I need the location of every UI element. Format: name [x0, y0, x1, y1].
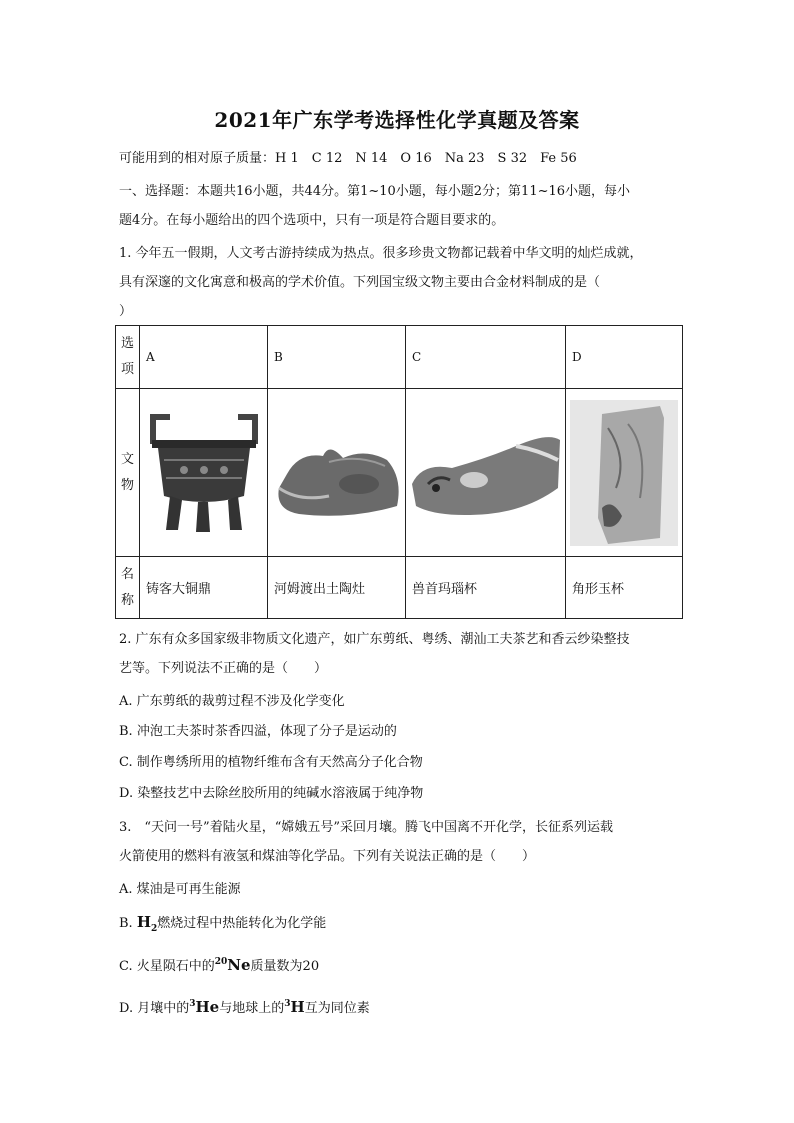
q2-option-d: D. 染整技艺中去除丝胶所用的纯碱水溶液属于纯净物 [119, 786, 424, 801]
option-b-label: B [268, 326, 406, 389]
relic-c-name: 兽首玛瑙杯 [406, 557, 566, 619]
hydrogen-3-symbol: $^3$H [284, 998, 305, 1016]
neon-20-symbol: $^{20}$Ne [214, 956, 251, 974]
relic-d-cell [566, 389, 683, 557]
q2-option-a: A. 广东剪纸的裁剪过程不涉及化学变化 [119, 694, 345, 709]
page-title: 2021年广东学考选择性化学真题及答案 [214, 108, 580, 132]
q3-stem-line-1: 3. “天问一号”着陆火星，“嫦娥五号”采回月壤。腾飞中国离不开化学，长征系列运载 [119, 820, 613, 835]
q2-stem-line-2: 艺等。下列说法不正确的是（ ） [119, 661, 328, 676]
q2-option-c: C. 制作粤绣所用的植物纤维布含有天然高分子化合物 [119, 755, 423, 770]
section-instructions-line-2: 题4分。在每小题给出的四个选项中，只有一项是符合题目要求的。 [119, 213, 505, 228]
table-row-names [116, 557, 683, 619]
relic-a-name: 铸客大铜鼎 [140, 557, 268, 619]
q3-stem-line-2: 火箭使用的燃料有液氢和煤油等化学品。下列有关说法正确的是（ ） [119, 849, 536, 864]
q3-option-c: C. 火星陨石中的$^{20}$Ne质量数为20 [119, 956, 320, 974]
option-c-label: C [406, 326, 566, 389]
helium-3-symbol: $^3$He [189, 998, 220, 1016]
q3-option-a: A. 煤油是可再生能源 [119, 882, 241, 897]
q3-option-d: D. 月壤中的$^3$He与地球上的$^3$H互为同位素 [119, 998, 370, 1016]
pottery-stove-image [269, 418, 405, 528]
jade-horn-cup-image [568, 398, 680, 548]
section-instructions-line-1: 一、选择题：本题共16小题，共44分。第1~10小题，每小题2分；第11~16小题，每小 [119, 184, 631, 199]
table-row-relics [116, 389, 683, 557]
agate-cup-image [408, 418, 564, 528]
q1-stem-line-3: ） [119, 304, 133, 319]
option-a-label: A [140, 326, 268, 389]
header-relic: 文 物 [116, 389, 140, 557]
relic-b-name: 河姆渡出土陶灶 [268, 557, 406, 619]
header-name: 名 称 [116, 557, 140, 619]
bronze-ding-image [144, 408, 264, 538]
q2-option-b: B. 冲泡工夫茶时茶香四溢，体现了分子是运动的 [119, 724, 397, 739]
header-option: 选 项 [116, 326, 140, 389]
q3-option-b: B. $H_2$燃烧过程中热能转化为化学能 [119, 913, 327, 934]
relic-c-cell [406, 389, 566, 557]
h2-formula: $H_2$ [136, 913, 158, 934]
q2-stem-line-1: 2. 广东有众多国家级非物质文化遗产，如广东剪纸、粤绣、潮汕工夫茶艺和香云纱染整技 [119, 632, 630, 647]
table-row-options [116, 326, 683, 389]
q1-relic-table [115, 325, 683, 619]
relic-a-cell [140, 389, 268, 557]
relic-d-name: 角形玉杯 [566, 557, 683, 619]
option-d-label: D [566, 326, 683, 389]
q1-stem-line-2: 具有深邃的文化寓意和极高的学术价值。下列国宝级文物主要由合金材料制成的是（ [119, 275, 601, 290]
atomic-mass-line: 可能用到的相对原子质量：H 1 C 12 N 14 O 16 Na 23 S 32 Fe 56 [119, 151, 577, 166]
relic-b-cell [268, 389, 406, 557]
q1-stem-line-1: 1. 今年五一假期，人文考古游持续成为热点。很多珍贵文物都记载着中华文明的灿烂成就， [119, 246, 643, 261]
